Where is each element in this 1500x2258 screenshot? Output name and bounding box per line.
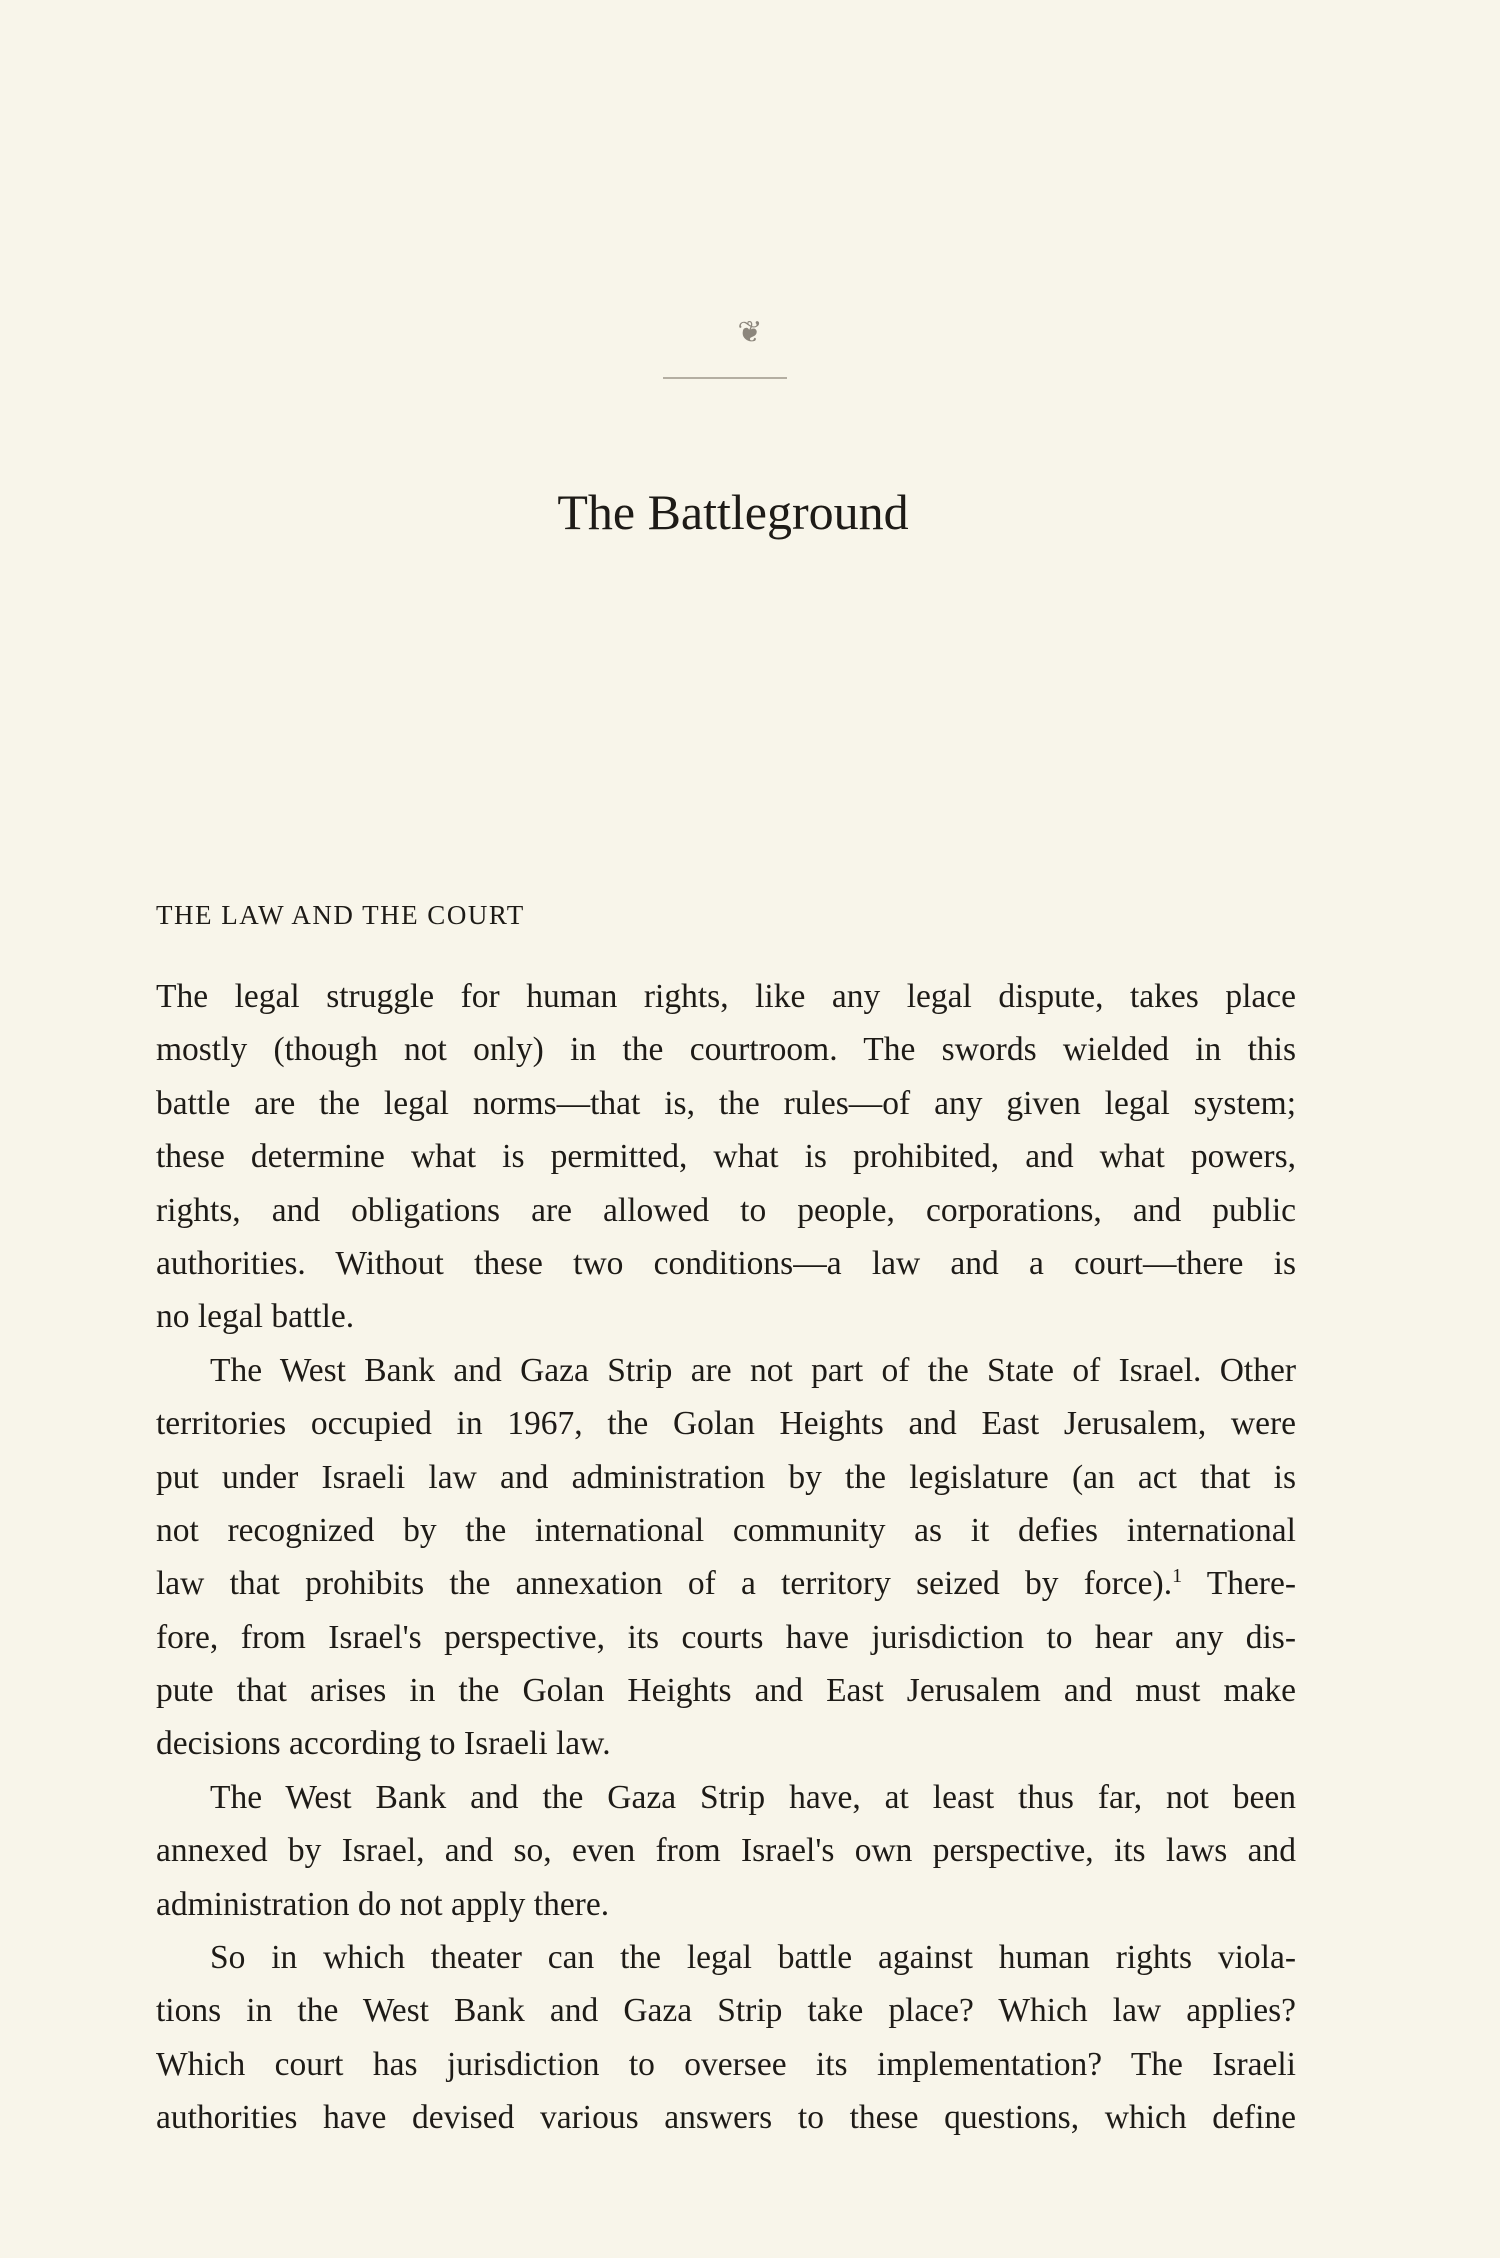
text-line-part: law that prohibits the annexation of a territory seized by force). — [156, 1565, 1173, 1603]
text-line: fore, from Israel's perspective, its courts have jurisdiction to hear any dis- — [156, 1618, 1296, 1656]
text-line: administration do not apply there. — [156, 1885, 610, 1923]
text-line: not recognized by the international community as it defies international — [156, 1511, 1296, 1549]
text-line: decisions according to Israeli law. — [156, 1725, 611, 1763]
text-line: annexed by Israel, and so, even from Israel's own perspective, its laws and — [156, 1832, 1296, 1870]
footnote-reference[interactable]: 1 — [1172, 1565, 1183, 1588]
paragraph-4 — [156, 1931, 1296, 2145]
chapter-divider — [663, 377, 787, 379]
text-line: The legal struggle for human rights, like any legal dispute, takes place — [156, 978, 1296, 1015]
text-line: rights, and obligations are allowed to people, corporations, and public — [156, 1191, 1296, 1229]
text-line: these determine what is permitted, what is prohibited, and what powers, — [156, 1138, 1296, 1176]
text-line: territories occupied in 1967, the Golan Heights and East Jerusalem, were — [156, 1405, 1296, 1443]
paragraph-2 — [156, 1344, 1296, 1771]
text-line: mostly (though not only) in the courtroom. The swords wielded in this — [156, 1031, 1296, 1069]
text-line: So in which theater can the legal battle against human rights viola- — [210, 1939, 1296, 1977]
text-line: no legal battle. — [156, 1298, 355, 1336]
body-text — [156, 970, 1296, 2145]
text-line: put under Israeli law and administration by the legislature (an act that is — [156, 1458, 1296, 1496]
text-line: pute that arises in the Golan Heights and East Jerusalem and must make — [156, 1672, 1296, 1710]
text-line-part: There- — [1182, 1565, 1296, 1603]
text-line: authorities have devised various answers to these questions, which define — [156, 2099, 1296, 2137]
text-line: battle are the legal norms—that is, the rules—of any given legal system; — [156, 1084, 1296, 1122]
chapter-ornament-icon: ❦ — [737, 316, 763, 349]
paragraph-1 — [156, 970, 1296, 1344]
text-line: authorities. Without these two conditions—a law and a court—there is — [156, 1244, 1296, 1282]
text-line: The West Bank and Gaza Strip are not part of the State of Israel. Other — [210, 1351, 1296, 1389]
chapter-title: The Battleground — [557, 484, 909, 540]
paragraph-3 — [156, 1771, 1296, 1931]
text-line: tions in the West Bank and Gaza Strip take place? Which law applies? — [156, 1992, 1296, 2030]
text-line: Which court has jurisdiction to oversee its implementation? The Israeli — [156, 2045, 1296, 2083]
section-heading: THE LAW AND THE COURT — [156, 900, 525, 930]
text-line-with-footnote — [156, 1557, 1296, 1610]
text-line: The West Bank and the Gaza Strip have, at least thus far, not been — [210, 1778, 1296, 1816]
